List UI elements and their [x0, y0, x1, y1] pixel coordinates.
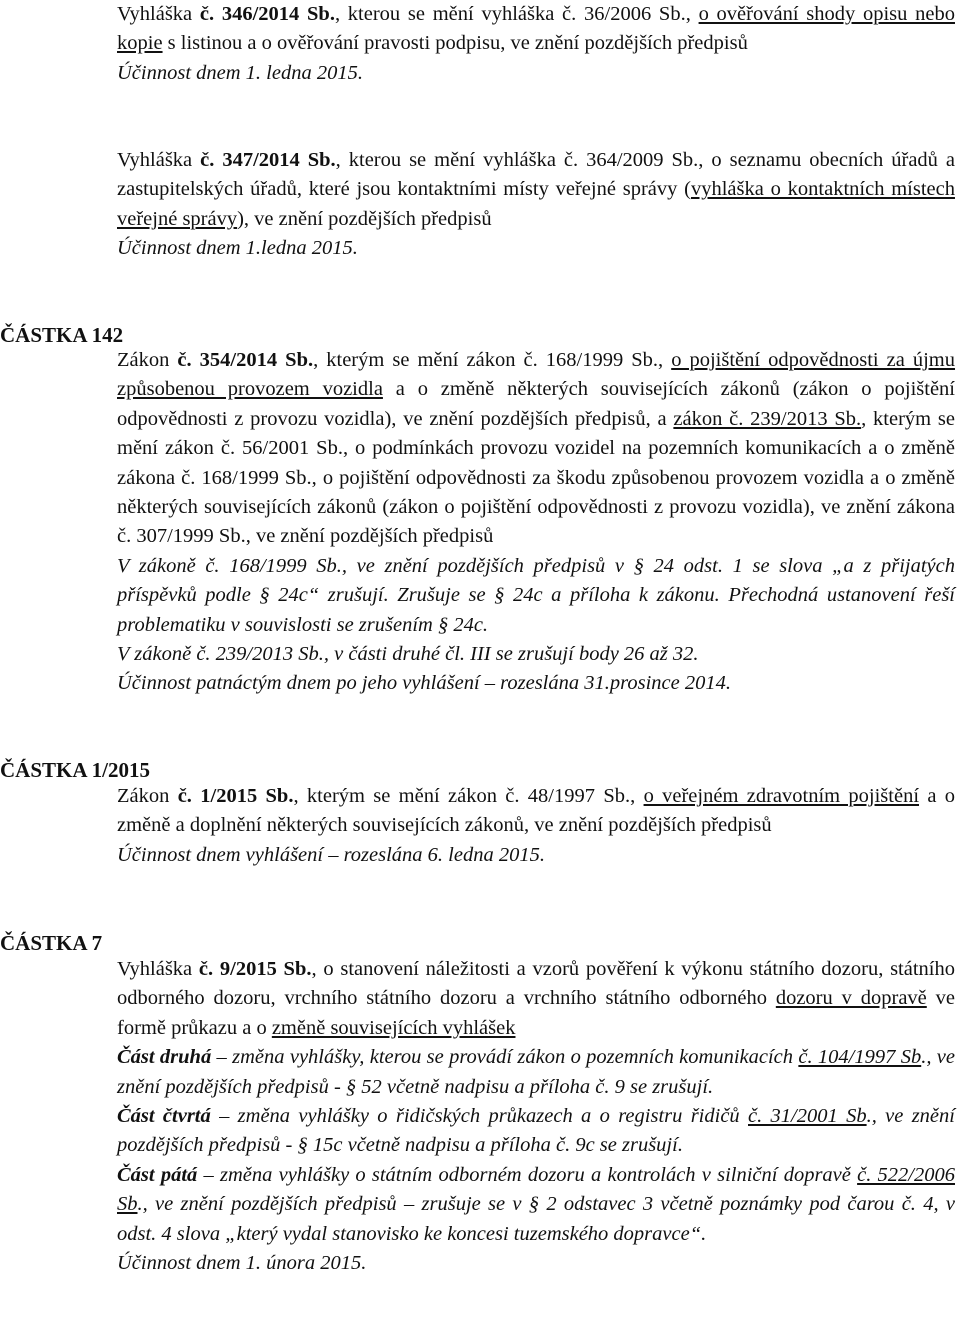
item-description [117, 782, 955, 841]
underlined-title: o ověřování shody opisu nebo kopie [117, 3, 955, 55]
text-fragment: ve formě průkazu a o [117, 987, 956, 1039]
text-fragment: ., ve znění pozdějších předpisů – zrušuje se v § 2 odstavec 3 včetně poznámky pod čarou č. 4, v odst. 4 slova „který vydal stanovisko ke koncesi tuzemského dopravce“. [117, 1193, 955, 1245]
effective-date: Účinnost dnem 1. ledna 2015. [117, 61, 363, 84]
effective-date: Účinnost dnem 1. února 2015. [117, 1252, 367, 1275]
section-body [117, 782, 955, 870]
section-body [117, 346, 955, 699]
text-fragment: – změna vyhlášky o řidičských průkazech a o registru řidičů [210, 1105, 748, 1128]
text-fragment: , [685, 3, 699, 25]
doc-number: č. 346/2014 Sb. [199, 3, 335, 25]
note-paragraph: V zákoně č. 168/1999 Sb., ve znění pozdějších předpisů v § 24 odst. 1 se slova „a z přijatých příspěvků podle § 24c“ zrušují. Zrušuje se § 24c a příloha k zákonu. Přechodná ustanovení řeší problematiku v souvislosti se zrušením § 24c. [117, 554, 955, 636]
doc-number: č. 347/2014 Sb. [200, 149, 336, 171]
effective-date: Účinnost dnem vyhlášení – rozeslána 6. ledna 2015. [117, 843, 545, 866]
part-title: Část čtvrtá [117, 1105, 211, 1128]
underlined-phrase: změně souvisejících vyhlášek [271, 1016, 516, 1039]
doc-number: č. 9/2015 Sb. [198, 958, 312, 980]
underlined-reference: zákon č. 239/2013 Sb. [673, 407, 862, 430]
doc-type: Zákon [117, 785, 178, 807]
amended-doc: , kterým se mění zákon č. 168/1999 Sb. [313, 349, 659, 371]
underlined-reference: č. 522/2006 Sb [117, 1163, 955, 1216]
item-description [117, 0, 955, 59]
doc-type: Vyhláška [117, 3, 200, 25]
text-fragment: , [658, 349, 672, 371]
section-heading: ČÁSTKA 142 [0, 323, 124, 347]
part-paragraph [117, 1161, 955, 1249]
underlined-reference: č. 31/2001 Sb [748, 1105, 867, 1128]
text-fragment: a o změně a doplnění některých souvisejících zákonů, ve znění pozdějších předpisů [117, 785, 956, 837]
underlined-title: o pojištění odpovědnosti za újmu způsobenou provozem vozidla [117, 349, 956, 401]
text-fragment: a o změně některých souvisejících zákonů (zákon o pojištění odpovědnosti z provozu vozidla), ve znění pozdějších předpisů, a [117, 378, 956, 430]
doc-type: Zákon [117, 349, 178, 371]
part-paragraph [117, 1043, 955, 1102]
section-body [117, 955, 955, 1278]
text-fragment: , o seznamu obecních úřadů a zastupitelských úřadů, které jsou kontaktními místy veřejné správy ( [117, 149, 955, 201]
text-fragment: – změna vyhlášky, kterou se provádí zákon o pozemních komunikacích [211, 1046, 799, 1069]
effective-date: Účinnost dnem 1.ledna 2015. [117, 237, 358, 260]
underlined-reference: č. 104/1997 Sb [798, 1046, 922, 1069]
section-heading: ČÁSTKA 7 [0, 931, 103, 955]
text-fragment: , o stanovení náležitosti a vzorů pověření k výkonu státního dozoru, státního odborného dozoru, vrchního státního dozoru a vrchního státního odborného [117, 958, 955, 1010]
part-title: Část pátá [117, 1163, 198, 1186]
part-title: Část druhá [117, 1046, 212, 1069]
amended-doc: , kterou se mění vyhláška č. 36/2006 Sb. [334, 3, 686, 25]
effective-date: Účinnost patnáctým dnem po jeho vyhlášení – rozeslána 31.prosince 2014. [117, 672, 731, 695]
underlined-title: o veřejném zdravotním pojištění [643, 785, 920, 807]
section-heading: ČÁSTKA 1/2015 [0, 758, 150, 782]
text-fragment: – změna vyhlášky o státním odborném dozoru a kontrolách v silniční dopravě [197, 1163, 858, 1186]
note-paragraph: V zákoně č. 239/2013 Sb., v části druhé čl. III se zrušují body 26 až 32. [117, 643, 699, 666]
amended-doc: , kterou se mění vyhláška č. 364/2009 Sb. [335, 149, 699, 171]
doc-number: č. 354/2014 Sb. [177, 349, 314, 371]
legislation-item [117, 0, 955, 88]
part-paragraph [117, 1102, 955, 1161]
doc-type: Vyhláška [117, 149, 201, 171]
amended-doc: , kterým se mění zákon č. 48/1997 Sb. [293, 785, 631, 807]
text-fragment: s listinou a o ověřování pravosti podpisu, ve znění pozdějších předpisů [162, 32, 748, 55]
text-fragment: ., ve znění pozdějších předpisů - § 15c včetně nadpisu a příloha č. 9c se zrušují. [117, 1105, 955, 1157]
item-description [117, 955, 955, 1043]
item-description [117, 346, 955, 552]
text-fragment: ., ve znění pozdějších předpisů - § 52 včetně nadpisu a příloha č. 9 se zrušují. [117, 1046, 955, 1098]
text-fragment: , [630, 785, 644, 807]
text-fragment: , kterým se mění zákon č. 56/2001 Sb., o podmínkách provozu vozidel na pozemních komunikacích a o změně zákona č. 168/1999 Sb., o pojištění odpovědnosti za škodu způsobenou provozem vozidla a o změně některých souvisejících zákonů (zákon o pojištění odpovědnosti z provozu vozidla), ve znění zákona č. 307/1999 Sb., ve znění pozdějších předpisů [117, 407, 955, 548]
item-description [117, 146, 955, 234]
text-fragment: ), ve znění pozdějších předpisů [237, 207, 492, 230]
underlined-title: vyhláška o kontaktních místech veřejné správy [117, 178, 955, 230]
legislation-item [117, 146, 955, 264]
doc-type: Vyhláška [117, 958, 199, 980]
doc-number: č. 1/2015 Sb. [177, 785, 294, 807]
underlined-phrase: dozoru v dopravě [775, 987, 927, 1010]
